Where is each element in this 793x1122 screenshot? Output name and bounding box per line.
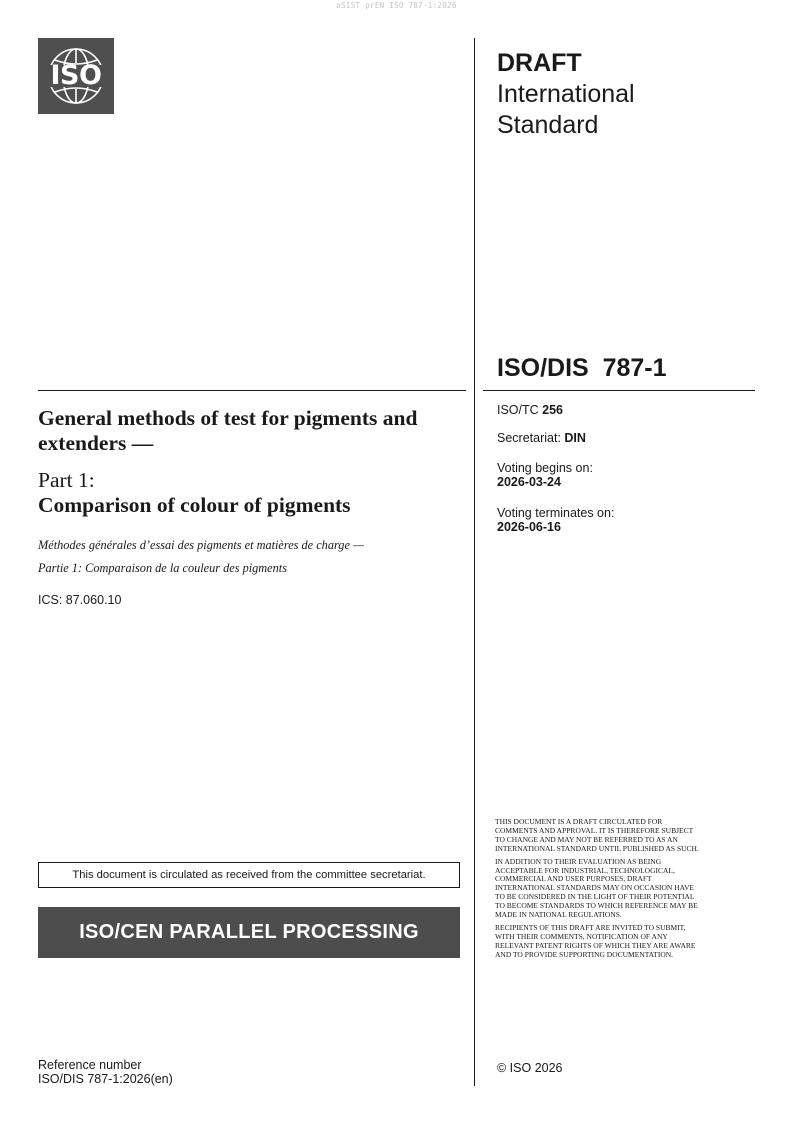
draft-line-standard: Standard	[497, 111, 599, 139]
document-number: ISO/DIS 787-1	[497, 354, 667, 382]
voting-begins-label: Voting begins on:	[497, 461, 593, 475]
watermark: oSIST prEN ISO 787-1:2026	[336, 1, 457, 10]
voting-terminates	[497, 506, 614, 534]
secretariat	[497, 431, 586, 445]
reference-number	[38, 1059, 173, 1086]
iso-logo	[38, 38, 114, 114]
tc-label: ISO/TC	[497, 403, 539, 417]
disclaimer-paragraph: RECIPIENTS OF THIS DRAFT ARE INVITED TO SUBMIT, WITH THEIR COMMENTS, NOTIFICATION OF ANY RELEVANT PATENT RIGHTS OF WHICH THEY ARE AWARE AND TO PROVIDE SUPPORTING DOCUMENTATION.	[495, 922, 696, 959]
draft-label: DRAFT	[497, 49, 582, 77]
draft-heading	[497, 48, 635, 141]
voting-terminates-label: Voting terminates on:	[497, 506, 615, 520]
vertical-divider	[474, 38, 475, 1086]
parallel-processing-banner: ISO/CEN PARALLEL PROCESSING	[38, 907, 460, 958]
french-title-line2: Partie 1: Comparaison de la couleur des pigments	[38, 561, 287, 575]
copyright: © ISO 2026	[497, 1061, 563, 1075]
draft-disclaimer	[495, 818, 700, 964]
secretariat-label: Secretariat:	[497, 431, 561, 445]
circulation-notice: This document is circulated as received from the committee secretariat.	[38, 862, 460, 888]
disclaimer-paragraph: THIS DOCUMENT IS A DRAFT CIRCULATED FOR COMMENTS AND APPROVAL. IT IS THEREFORE SUBJECT TO CHANGE AND MAY NOT BE REFERRED TO AS AN INTERNATIONAL STANDARD UNTIL PUBLISHED AS SUCH.	[495, 817, 699, 853]
part-title: Comparison of colour of pigments	[38, 493, 351, 517]
horizontal-divider-right	[483, 390, 755, 391]
horizontal-divider-left	[38, 390, 466, 391]
ics-code: ICS: 87.060.10	[38, 593, 122, 607]
disclaimer-paragraph: IN ADDITION TO THEIR EVALUATION AS BEING ACCEPTABLE FOR INDUSTRIAL, TECHNOLOGICAL, COMMERCIAL AND USER PURPOSES, DRAFT INTERNATIONAL STANDARDS MAY ON OCCASION HAVE TO BE CONSIDERED IN THE LIGHT OF THEIR POTENTIAL TO BECOME STANDARDS TO WHICH REFERENCE MAY BE MADE IN NATIONAL REGULATIONS.	[495, 856, 698, 920]
french-title-line1: Méthodes générales d’essai des pigments et matières de charge —	[38, 538, 364, 552]
voting-begins-date: 2026-03-24	[497, 475, 561, 489]
secretariat-value: DIN	[564, 431, 586, 445]
voting-begins	[497, 461, 593, 489]
iso-logo-text: ISO	[50, 60, 102, 91]
draft-line-international: International	[497, 80, 635, 108]
voting-terminates-date: 2026-06-16	[497, 520, 561, 534]
document-title: General methods of test for pigments and extenders —	[38, 406, 418, 455]
reference-value: ISO/DIS 787-1:2026(en)	[38, 1071, 173, 1086]
reference-label: Reference number	[38, 1058, 142, 1072]
french-title	[38, 534, 468, 580]
technical-committee	[497, 403, 563, 417]
tc-value: 256	[542, 403, 564, 417]
part-label: Part 1:	[38, 468, 95, 492]
